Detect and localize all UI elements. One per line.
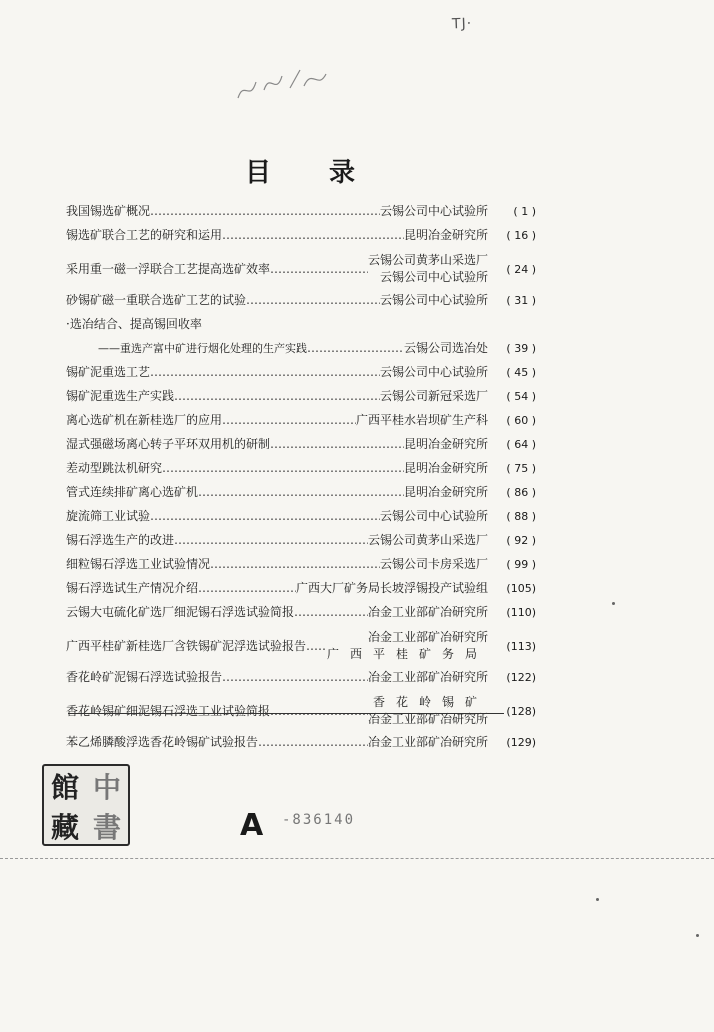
dot-leader <box>162 461 404 476</box>
toc-entry <box>66 735 536 750</box>
stamp-char: 中 <box>92 771 121 804</box>
entry-title: 锡矿泥重选工艺 <box>66 365 151 379</box>
dot-leader <box>222 413 356 428</box>
dot-leader <box>270 437 404 452</box>
title-char-1: 目 <box>244 158 271 188</box>
source-line: 昆明冶金研究所 <box>403 485 488 499</box>
toc-entry <box>66 581 536 596</box>
entry-title: ·选冶结合、提高锡回收率 <box>66 317 202 331</box>
dot-leader <box>174 389 380 404</box>
entry-title: 锡石浮选生产的改进 <box>66 533 175 547</box>
source-line: 云锡公司选冶处 <box>403 341 488 355</box>
toc-entry <box>66 341 536 356</box>
source-line: 冶金工业部矿冶研究所 <box>367 605 488 619</box>
toc-entry <box>66 629 536 663</box>
entry-source <box>380 293 488 308</box>
source-line: 香花岭锡矿 <box>372 695 488 709</box>
source-line: 云锡公司黄茅山采选厂 <box>367 533 488 547</box>
toc-entry <box>66 437 536 452</box>
source-line: 冶金工业部矿冶研究所 <box>367 670 488 684</box>
entry-source <box>296 581 488 596</box>
speck <box>612 602 615 605</box>
source-line: 云锡公司中心试验所 <box>379 270 488 284</box>
page-number: ( 45 ) <box>506 366 536 379</box>
dot-leader <box>246 293 380 308</box>
source-line: 冶金工业部矿冶研究所 <box>367 735 488 749</box>
toc-entry <box>66 228 536 243</box>
dot-leader <box>150 365 380 380</box>
dot-leader <box>210 557 380 572</box>
page-number: ( 54 ) <box>506 390 536 403</box>
source-line: 广西平桂水岩坝矿生产科 <box>355 413 488 427</box>
entry-source <box>380 389 488 404</box>
page-number: ( 99 ) <box>506 558 536 571</box>
page-number: (128) <box>506 704 536 718</box>
divider-line <box>68 713 504 714</box>
page-number: (105) <box>506 582 536 595</box>
toc-entry <box>66 509 536 524</box>
toc-entry <box>66 293 536 308</box>
source-line: 云锡公司黄茅山采选厂 <box>367 253 488 267</box>
page-number: ( 39 ) <box>506 342 536 355</box>
entry-source <box>368 735 488 750</box>
entry-source <box>404 341 488 356</box>
source-line: 冶金工业部矿冶研究所 <box>367 630 488 644</box>
stamp-char: 館 <box>50 771 79 804</box>
entry-title: 砂锡矿磁一重联合选矿工艺的试验 <box>66 293 247 307</box>
source-line: 云锡公司中心试验所 <box>379 293 488 307</box>
entry-source <box>327 629 488 663</box>
toc-entry <box>66 204 536 219</box>
entry-title: 差动型跳汰机研究 <box>66 461 163 475</box>
entry-title: ——重选产富中矿进行烟化处理的生产实践 <box>98 342 307 355</box>
scan-edge-line <box>0 858 714 859</box>
entry-title: 我国锡选矿概况 <box>66 204 151 218</box>
page-number: (110) <box>506 606 536 619</box>
toc-entry <box>66 694 536 728</box>
source-line: 广西平桂矿务局 <box>326 647 488 661</box>
entry-source <box>380 557 488 572</box>
page-number: ( 86 ) <box>506 486 536 499</box>
source-line: 云锡公司中心试验所 <box>379 509 488 523</box>
dot-leader <box>150 204 380 219</box>
entry-source <box>368 533 488 548</box>
entry-source <box>404 228 488 243</box>
dot-leader <box>174 533 368 548</box>
dot-leader <box>222 228 404 243</box>
table-of-contents <box>66 204 536 759</box>
toc-entry <box>66 557 536 572</box>
entry-title: 云锡大屯硫化矿选厂细泥锡石浮选试验简报 <box>66 605 295 619</box>
entry-title: 采用重一磁一浮联合工艺提高选矿效率 <box>66 261 271 276</box>
source-line: 云锡公司中心试验所 <box>379 204 488 218</box>
page-number: ( 75 ) <box>506 462 536 475</box>
page-number: (113) <box>506 639 536 653</box>
entry-source <box>380 509 488 524</box>
entry-title: 锡矿泥重选生产实践 <box>66 389 175 403</box>
stamp-char: 書 <box>92 811 121 844</box>
source-line: 云锡公司中心试验所 <box>379 365 488 379</box>
dot-leader <box>150 509 380 524</box>
dot-leader <box>294 605 368 620</box>
accession-number: -836140 <box>282 812 356 828</box>
source-line: 昆明冶金研究所 <box>403 437 488 451</box>
entry-source <box>368 694 488 728</box>
entry-source <box>368 670 488 685</box>
speck <box>696 934 699 937</box>
library-stamp <box>42 764 130 846</box>
page-title <box>0 152 600 189</box>
accession-letter: A <box>240 808 264 843</box>
entry-title: 离心选矿机在新桂选厂的应用 <box>66 413 223 427</box>
entry-source <box>368 252 488 286</box>
toc-entry <box>66 533 536 548</box>
page-number: ( 24 ) <box>506 262 536 276</box>
toc-entry <box>66 461 536 476</box>
stamp-char: 藏 <box>50 811 79 844</box>
toc-entry <box>66 317 536 332</box>
handwritten-note: TJ· <box>451 15 473 33</box>
entry-title: 湿式强磁场离心转子平环双用机的研制 <box>66 437 271 451</box>
entry-source <box>368 605 488 620</box>
toc-entry <box>66 605 536 620</box>
toc-entry <box>66 670 536 685</box>
entry-source <box>404 437 488 452</box>
entry-title: 锡选矿联合工艺的研究和运用 <box>66 228 223 242</box>
toc-entry <box>66 252 536 286</box>
page-number: (122) <box>506 671 536 684</box>
dot-leader <box>198 485 404 500</box>
title-char-2: 录 <box>329 158 356 188</box>
source-line: 云锡公司新冠采选厂 <box>379 389 488 403</box>
entry-source <box>356 413 488 428</box>
entry-title: 旋流筛工业试验 <box>66 509 151 523</box>
entry-title: 香花岭矿泥锡石浮选试验报告 <box>66 670 223 684</box>
page-number: ( 16 ) <box>506 229 536 242</box>
dot-leader <box>270 704 368 719</box>
page-number: ( 31 ) <box>506 294 536 307</box>
toc-entry <box>66 389 536 404</box>
entry-title: 广西平桂矿新桂选厂含铁锡矿泥浮选试验报告 <box>66 638 307 653</box>
source-line: 昆明冶金研究所 <box>403 228 488 242</box>
entry-title: 香花岭锡矿细泥锡石浮选工业试验简报 <box>66 703 271 718</box>
dot-leader <box>222 670 368 685</box>
source-line: 冶金工业部矿冶研究所 <box>367 712 488 726</box>
source-line: 云锡公司卡房采选厂 <box>379 557 488 571</box>
dot-leader <box>306 639 327 654</box>
toc-entry <box>66 485 536 500</box>
page-number: (129) <box>506 736 536 749</box>
entry-source <box>404 461 488 476</box>
entry-title: 锡石浮选试生产情况介绍 <box>66 581 199 595</box>
toc-entry <box>66 413 536 428</box>
entry-source <box>380 365 488 380</box>
entry-title: 苯乙烯膦酸浮选香花岭锡矿试验报告 <box>66 735 259 749</box>
dot-leader <box>198 581 296 596</box>
speck <box>596 898 599 901</box>
dot-leader <box>270 262 368 277</box>
source-line: 广西大厂矿务局长坡浮锡投产试验组 <box>295 581 488 595</box>
source-line: 昆明冶金研究所 <box>403 461 488 475</box>
entry-source <box>404 485 488 500</box>
entry-title: 细粒锡石浮选工业试验情况 <box>66 557 211 571</box>
toc-entry <box>66 365 536 380</box>
entry-title: 管式连续排矿离心选矿机 <box>66 485 199 499</box>
page-number: ( 60 ) <box>506 414 536 427</box>
page-number: ( 92 ) <box>506 534 536 547</box>
handwritten-scribble <box>230 60 340 110</box>
entry-source <box>380 204 488 219</box>
page-number: ( 1 ) <box>513 205 536 218</box>
dot-leader <box>307 341 404 356</box>
page-number: ( 64 ) <box>506 438 536 451</box>
dot-leader <box>258 735 368 750</box>
page-number: ( 88 ) <box>506 510 536 523</box>
